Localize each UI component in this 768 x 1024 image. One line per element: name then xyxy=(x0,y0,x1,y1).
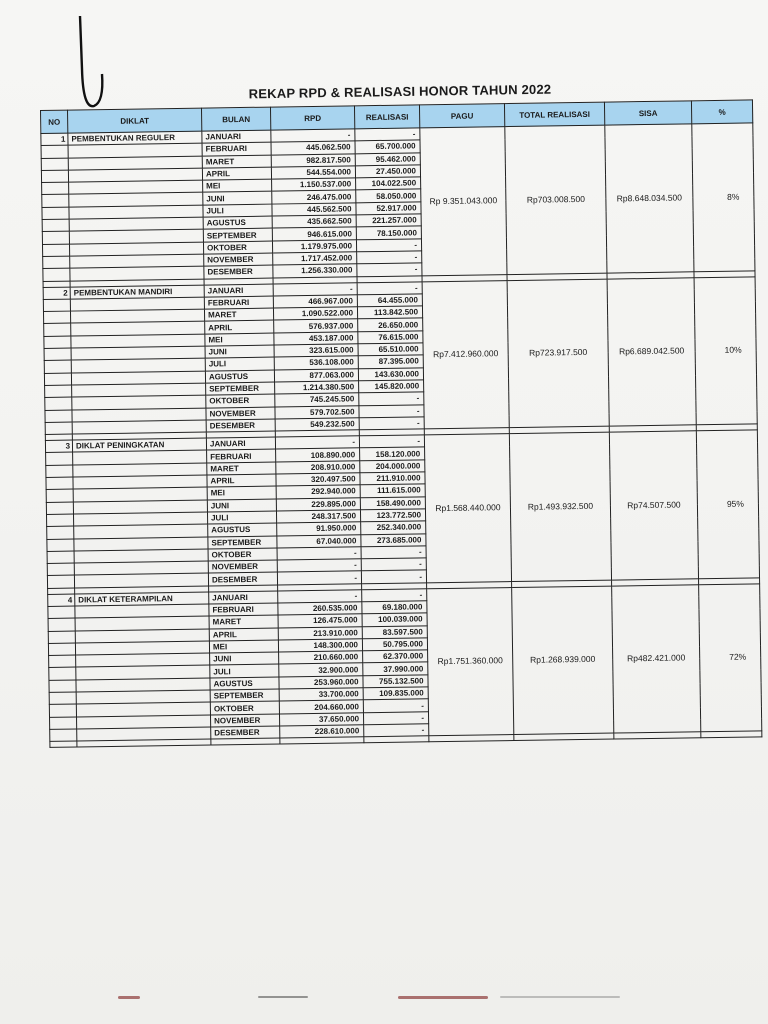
rpd-cell: 213.910.000 xyxy=(278,626,362,640)
percent-cell: 10% xyxy=(694,276,757,424)
row-number xyxy=(48,618,75,631)
rpd-cell: - xyxy=(271,129,355,143)
realisasi-cell: 158.120.000 xyxy=(360,447,425,460)
realisasi-cell: 252.340.000 xyxy=(361,521,426,534)
rpd-cell: 148.300.000 xyxy=(278,639,362,653)
diklat-name: PEMBENTUKAN MANDIRI xyxy=(70,285,204,299)
realisasi-cell: - xyxy=(356,239,421,252)
realisasi-cell: - xyxy=(359,392,424,405)
row-number xyxy=(43,299,70,312)
rpd-cell: 946.615.000 xyxy=(272,227,356,241)
realisasi-cell: 95.462.000 xyxy=(355,152,420,165)
realisasi-cell: - xyxy=(364,724,429,737)
realisasi-cell: - xyxy=(363,699,428,712)
rpd-cell: - xyxy=(278,589,362,603)
realisasi-cell: - xyxy=(361,558,426,571)
row-number xyxy=(48,606,75,619)
row-number xyxy=(45,385,72,398)
row-number xyxy=(42,231,69,244)
realisasi-cell: 87.395.000 xyxy=(358,355,423,368)
bulan-cell: JULI xyxy=(205,357,274,370)
header-percent: % xyxy=(691,100,752,124)
row-number xyxy=(47,575,74,588)
realisasi-cell: 76.615.000 xyxy=(358,331,423,344)
rpd-cell: 1.717.452.000 xyxy=(273,252,357,266)
total-realisasi-cell: Rp1.268.939.000 xyxy=(512,586,614,735)
bulan-cell: FEBRUARI xyxy=(204,296,273,309)
realisasi-cell: 78.150.000 xyxy=(356,226,421,239)
rpd-cell: 126.475.000 xyxy=(278,614,362,628)
realisasi-cell: - xyxy=(357,263,422,276)
page-title: REKAP RPD & REALISASI HONOR TAHUN 2022 xyxy=(248,81,552,102)
row-number xyxy=(41,158,68,171)
row-number xyxy=(44,348,71,361)
bulan-cell: JANUARI xyxy=(206,437,275,450)
bulan-cell: MEI xyxy=(209,640,278,653)
row-number: 4 xyxy=(48,594,75,607)
rpd-cell: 292.940.000 xyxy=(276,485,360,499)
sisa-cell: Rp74.507.500 xyxy=(609,431,698,580)
empty-cell xyxy=(429,735,514,742)
header-diklat: DIKLAT xyxy=(68,108,202,133)
rpd-cell: 544.554.000 xyxy=(271,166,355,180)
row-number xyxy=(46,465,73,478)
bulan-cell: APRIL xyxy=(205,321,274,334)
row-number xyxy=(45,397,72,410)
row-number xyxy=(47,539,74,552)
realisasi-cell: 211.910.000 xyxy=(360,472,425,485)
row-number xyxy=(50,717,77,730)
realisasi-cell: 123.772.500 xyxy=(360,509,425,522)
rpd-cell: 1.090.522.000 xyxy=(273,307,357,321)
row-number xyxy=(46,502,73,515)
realisasi-cell: 111.615.000 xyxy=(360,484,425,497)
row-number: 1 xyxy=(41,133,68,146)
rpd-cell: 435.662.500 xyxy=(272,215,356,229)
empty-cell xyxy=(514,733,614,740)
rpd-cell: 37.650.000 xyxy=(279,712,363,726)
row-number xyxy=(42,219,69,232)
rpd-cell: - xyxy=(277,559,361,573)
row-number xyxy=(49,680,76,693)
pagu-cell: Rp1.568.440.000 xyxy=(424,434,511,583)
bulan-cell: JANUARI xyxy=(202,130,271,143)
realisasi-cell: - xyxy=(357,251,422,264)
row-number xyxy=(45,410,72,423)
realisasi-cell: 58.050.000 xyxy=(356,189,421,202)
rpd-cell: 248.317.500 xyxy=(276,510,360,524)
realisasi-cell: 104.022.500 xyxy=(356,177,421,190)
empty-cell xyxy=(50,741,77,747)
pagu-cell: Rp1.751.360.000 xyxy=(427,587,514,736)
row-number xyxy=(41,145,68,158)
rpd-cell: - xyxy=(273,282,357,296)
realisasi-cell: 143.630.000 xyxy=(358,367,423,380)
bulan-cell: APRIL xyxy=(202,167,271,180)
row-number xyxy=(48,631,75,644)
bulan-cell: DESEMBER xyxy=(206,419,275,432)
realisasi-cell: 145.820.000 xyxy=(359,380,424,393)
row-number xyxy=(50,729,77,742)
bulan-cell: NOVEMBER xyxy=(204,253,273,266)
row-number xyxy=(46,514,73,527)
row-number xyxy=(49,667,76,680)
row-number xyxy=(44,360,71,373)
rpd-cell: 67.040.000 xyxy=(277,534,361,548)
realisasi-cell: - xyxy=(363,711,428,724)
scan-edge-marks xyxy=(0,996,768,1008)
rpd-cell: 1.256.330.000 xyxy=(273,264,357,278)
realisasi-cell: 113.842.500 xyxy=(357,306,422,319)
realisasi-cell: 273.685.000 xyxy=(361,533,426,546)
header-total-realisasi: TOTAL REALISASI xyxy=(504,102,604,126)
rekap-table-wrapper xyxy=(40,99,761,748)
bulan-cell: NOVEMBER xyxy=(206,407,275,420)
pagu-cell: Rp7.412.960.000 xyxy=(422,280,509,429)
rpd-cell: 445.562.500 xyxy=(272,203,356,217)
header-bulan: BULAN xyxy=(201,107,270,131)
row-number xyxy=(48,643,75,656)
diklat-name: DIKLAT KETERAMPILAN xyxy=(75,592,209,606)
rpd-cell: 260.535.000 xyxy=(278,602,362,616)
rpd-cell: 453.187.000 xyxy=(274,332,358,346)
realisasi-cell: 65.700.000 xyxy=(355,140,420,153)
bulan-cell: OKTOBER xyxy=(210,701,279,714)
rpd-cell: 466.967.000 xyxy=(273,295,357,309)
bulan-cell: JULI xyxy=(210,664,279,677)
rpd-cell: 536.108.000 xyxy=(274,356,358,370)
bulan-cell: JANUARI xyxy=(209,591,278,604)
empty-cell xyxy=(211,738,280,745)
empty-cell xyxy=(701,731,762,738)
realisasi-cell: 69.180.000 xyxy=(362,601,427,614)
realisasi-cell: 26.650.000 xyxy=(358,318,423,331)
rpd-cell: 445.062.500 xyxy=(271,141,355,155)
bulan-cell: JUNI xyxy=(203,192,272,205)
scan-mark xyxy=(118,996,140,999)
rpd-cell: 32.900.000 xyxy=(279,663,363,677)
rpd-cell: 228.610.000 xyxy=(280,725,364,739)
bulan-cell: DESEMBER xyxy=(208,572,277,585)
row-number xyxy=(42,182,69,195)
bulan-cell: DESEMBER xyxy=(204,265,273,278)
realisasi-cell: - xyxy=(359,417,424,430)
row-number xyxy=(43,256,70,269)
row-number xyxy=(49,692,76,705)
bulan-cell: SEPTEMBER xyxy=(210,689,279,702)
total-realisasi-cell: Rp723.917.500 xyxy=(507,279,609,428)
bulan-cell: MARET xyxy=(209,615,278,628)
bulan-cell: OKTOBER xyxy=(203,241,272,254)
realisasi-cell: 27.450.000 xyxy=(355,165,420,178)
row-number xyxy=(46,489,73,502)
header-pagu: PAGU xyxy=(419,104,504,128)
realisasi-cell: 52.917.000 xyxy=(356,202,421,215)
rpd-cell: 108.890.000 xyxy=(276,448,360,462)
bulan-cell: DESEMBER xyxy=(211,726,280,739)
bulan-cell: OKTOBER xyxy=(208,548,277,561)
bulan-cell: JUNI xyxy=(210,652,279,665)
realisasi-cell: 221.257.000 xyxy=(356,214,421,227)
row-number xyxy=(49,704,76,717)
realisasi-cell: 83.597.500 xyxy=(362,625,427,638)
bulan-cell: FEBRUARI xyxy=(209,603,278,616)
realisasi-cell: - xyxy=(359,435,424,448)
rpd-cell: - xyxy=(275,436,359,450)
row-number xyxy=(47,551,74,564)
empty-cell xyxy=(280,737,364,744)
empty-cell xyxy=(77,739,211,747)
diklat-name: PEMBENTUKAN REGULER xyxy=(68,131,202,145)
rpd-cell: 210.660.000 xyxy=(279,651,363,665)
row-number xyxy=(42,244,69,257)
rpd-cell: 1.214.380.500 xyxy=(275,381,359,395)
bulan-cell: MARET xyxy=(207,462,276,475)
bulan-cell: AGUSTUS xyxy=(205,370,274,383)
row-number: 2 xyxy=(43,287,70,300)
rpd-cell: 745.245.500 xyxy=(275,393,359,407)
bulan-cell: AGUSTUS xyxy=(210,677,279,690)
realisasi-cell: 65.510.000 xyxy=(358,343,423,356)
bulan-cell: JANUARI xyxy=(204,284,273,297)
bulan-cell: SEPTEMBER xyxy=(208,536,277,549)
total-realisasi-cell: Rp703.008.500 xyxy=(505,125,607,274)
bulan-cell: MARET xyxy=(204,308,273,321)
bulan-cell: APRIL xyxy=(207,474,276,487)
bulan-cell: NOVEMBER xyxy=(208,560,277,573)
row-number xyxy=(42,195,69,208)
bulan-cell: APRIL xyxy=(209,628,278,641)
realisasi-cell: - xyxy=(361,570,426,583)
bulan-cell: JULI xyxy=(203,204,272,217)
realisasi-cell: 62.370.000 xyxy=(363,650,428,663)
row-number xyxy=(46,477,73,490)
bulan-cell: OKTOBER xyxy=(206,394,275,407)
realisasi-cell: - xyxy=(361,546,426,559)
empty-cell xyxy=(364,736,429,743)
diklat-name: DIKLAT PENINGKATAN xyxy=(72,438,206,452)
rpd-cell: 33.700.000 xyxy=(279,688,363,702)
realisasi-cell: 64.455.000 xyxy=(357,294,422,307)
rpd-cell: 549.232.500 xyxy=(275,418,359,432)
bulan-cell: MARET xyxy=(202,155,271,168)
percent-cell: 95% xyxy=(696,430,759,578)
bulan-cell: JUNI xyxy=(207,499,276,512)
bulan-cell: MEI xyxy=(207,486,276,499)
rpd-cell: 579.702.500 xyxy=(275,405,359,419)
bulan-cell: FEBRUARI xyxy=(202,142,271,155)
header-rpd: RPD xyxy=(270,106,354,130)
bulan-cell: FEBRUARI xyxy=(207,449,276,462)
scan-mark xyxy=(398,996,488,999)
bulan-cell: MEI xyxy=(203,179,272,192)
header-no: NO xyxy=(41,110,68,133)
rpd-cell: 1.150.537.000 xyxy=(272,178,356,192)
scan-mark xyxy=(258,996,308,998)
bulan-cell: SEPTEMBER xyxy=(203,228,272,241)
rpd-cell: - xyxy=(277,547,361,561)
realisasi-cell: 158.490.000 xyxy=(360,496,425,509)
rekap-table xyxy=(40,99,762,748)
bulan-cell: NOVEMBER xyxy=(210,714,279,727)
row-number xyxy=(44,324,71,337)
sisa-cell: Rp6.689.042.500 xyxy=(607,277,696,426)
realisasi-cell: - xyxy=(359,404,424,417)
rpd-cell: 1.179.975.000 xyxy=(272,239,356,253)
realisasi-cell: - xyxy=(355,128,420,141)
realisasi-cell: 100.039.000 xyxy=(362,613,427,626)
rpd-cell: 204.660.000 xyxy=(279,700,363,714)
sisa-cell: Rp482.421.000 xyxy=(612,584,701,733)
row-number xyxy=(45,422,72,435)
rpd-cell: 320.497.500 xyxy=(276,473,360,487)
rpd-cell: - xyxy=(277,571,361,585)
bulan-cell: JUNI xyxy=(205,345,274,358)
total-realisasi-cell: Rp1.493.932.500 xyxy=(509,432,611,581)
realisasi-cell: 109.835.000 xyxy=(363,687,428,700)
realisasi-cell: 755.132.500 xyxy=(363,675,428,688)
row-number xyxy=(46,452,73,465)
header-sisa: SISA xyxy=(604,101,691,125)
row-number xyxy=(43,311,70,324)
row-number xyxy=(42,207,69,220)
pagu-cell: Rp 9.351.043.000 xyxy=(420,127,507,276)
row-number: 3 xyxy=(45,440,72,453)
scan-mark xyxy=(500,996,620,998)
realisasi-cell: 50.795.000 xyxy=(362,638,427,651)
rpd-cell: 229.895.000 xyxy=(276,497,360,511)
sisa-cell: Rp8.648.034.500 xyxy=(605,124,694,273)
row-number xyxy=(43,268,70,281)
header-realisasi: REALISASI xyxy=(354,105,419,129)
realisasi-cell: - xyxy=(362,589,427,602)
rpd-cell: 246.475.000 xyxy=(272,190,356,204)
bulan-cell: AGUSTUS xyxy=(203,216,272,229)
bulan-cell: JULI xyxy=(207,511,276,524)
row-number xyxy=(47,563,74,576)
bulan-cell: AGUSTUS xyxy=(208,523,277,536)
empty-cell xyxy=(614,732,701,739)
rpd-cell: 877.063.000 xyxy=(274,368,358,382)
rpd-cell: 91.950.000 xyxy=(277,522,361,536)
table-body xyxy=(41,123,762,748)
realisasi-cell: 37.990.000 xyxy=(363,662,428,675)
rpd-cell: 982.817.500 xyxy=(271,153,355,167)
realisasi-cell: - xyxy=(357,281,422,294)
bulan-cell: MEI xyxy=(205,333,274,346)
bulan-cell: SEPTEMBER xyxy=(206,382,275,395)
percent-cell: 8% xyxy=(692,123,755,271)
row-number xyxy=(47,526,74,539)
rpd-cell: 208.910.000 xyxy=(276,461,360,475)
rpd-cell: 253.960.000 xyxy=(279,676,363,690)
rpd-cell: 576.937.000 xyxy=(274,319,358,333)
percent-cell: 72% xyxy=(699,584,762,732)
rpd-cell: 323.615.000 xyxy=(274,344,358,358)
row-number xyxy=(44,336,71,349)
realisasi-cell: 204.000.000 xyxy=(360,460,425,473)
row-number xyxy=(49,655,76,668)
row-number xyxy=(44,373,71,386)
row-number xyxy=(41,170,68,183)
